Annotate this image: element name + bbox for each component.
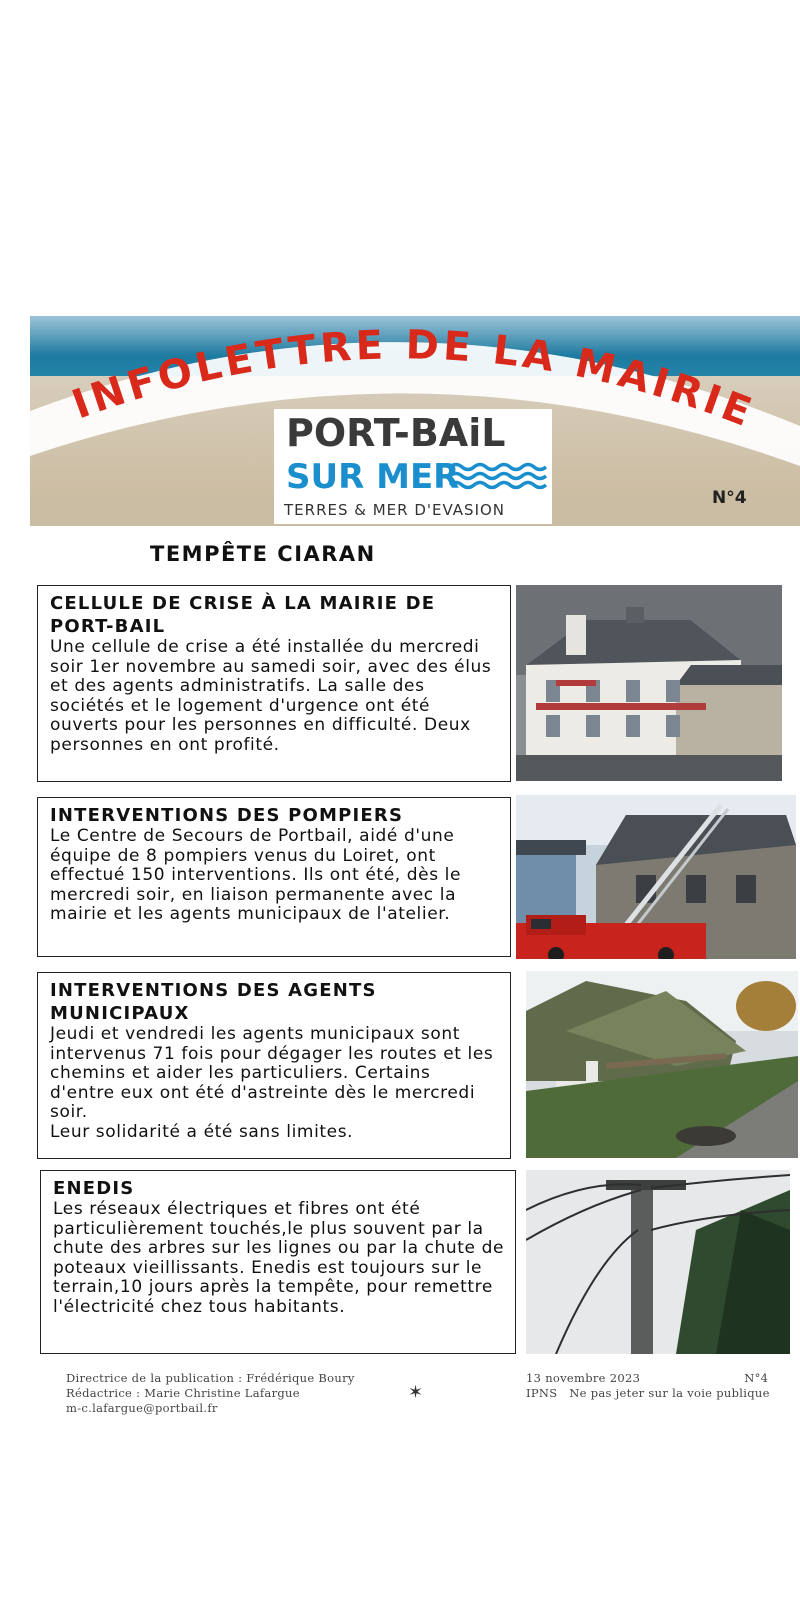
section-body: Le Centre de Secours de Portbail, aidé d'une équipe de 8 pompiers venus du Loiret, ont effectué 150 interventions. Ils ont été, dès le mercredi soir, en liaison permanente avec la mairie et les agents municipaux de l'atelier. <box>50 826 462 924</box>
newsletter-title: INFOLETTRE DE LA MAIRIE <box>66 322 761 438</box>
section-body: Les réseaux électriques et fibres ont été particulièrement touchés,le plus souvent par la chute des arbres sur les lignes ou par la chute de poteaux vieillissants. Enedis est toujours sur le terrain,10 jours après la tempête, pour remettre l'électricité chez tous habitants. <box>53 1199 505 1317</box>
footer-editor: Rédactrice : Marie Christine Lafargue <box>66 1386 300 1400</box>
logo-sur-mer: SUR MER <box>286 457 460 497</box>
section-body: Jeudi et vendredi les agents municipaux sont intervenus 71 fois pour dégager les routes et les chemins et aider les particuliers. Certains d'entre eux ont été d'astreinte dès le mercredi soir. Leur solidarité a été sans limites. <box>50 1024 494 1142</box>
footer-email[interactable]: m-c.lafargue@portbail.fr <box>66 1401 218 1415</box>
star-icon: ✶ <box>408 1382 424 1403</box>
section-body: Une cellule de crise a été installée du mercredi soir 1er novembre au samedi soir, avec des élus et des agents administratifs. La salle des sociétés et le logement d'urgence ont été ouverts pour les personnes en difficulté. Deux personnes en ont profité. <box>50 637 492 755</box>
logo-tagline: TERRES & MER D'EVASION <box>284 501 506 519</box>
section-municipal-agents <box>37 972 511 1159</box>
issue-number: N°4 <box>712 488 747 508</box>
main-headline: TEMPÊTE CIARAN <box>150 542 376 566</box>
section-enedis <box>40 1170 516 1354</box>
footer-director: Directrice de la publication : Frédérique Boury <box>66 1371 355 1385</box>
footer-notice: IPNS Ne pas jeter sur la voie publique <box>526 1386 770 1400</box>
photo-mairie-building <box>516 585 782 781</box>
footer-number: N°4 <box>744 1371 769 1385</box>
photo-fire-truck <box>516 795 796 959</box>
logo-port-bail: PORT-BAiL <box>286 411 506 455</box>
photo-fallen-trees <box>526 971 798 1158</box>
photo-power-pole <box>526 1170 790 1354</box>
section-crisis-cell <box>37 585 511 782</box>
section-title: CELLULE DE CRISE À LA MAIRIE DE PORT-BAIL <box>50 593 436 637</box>
footer-right <box>526 1371 770 1401</box>
section-title: INTERVENTIONS DES AGENTS MUNICIPAUX <box>50 980 377 1024</box>
section-title: INTERVENTIONS DES POMPIERS <box>50 805 404 826</box>
footer-left <box>66 1371 355 1416</box>
section-firefighters <box>37 797 511 957</box>
footer-date: 13 novembre 2023 <box>526 1371 641 1385</box>
waves-icon <box>448 461 548 495</box>
section-title: ENEDIS <box>53 1178 135 1199</box>
town-logo <box>274 409 552 524</box>
